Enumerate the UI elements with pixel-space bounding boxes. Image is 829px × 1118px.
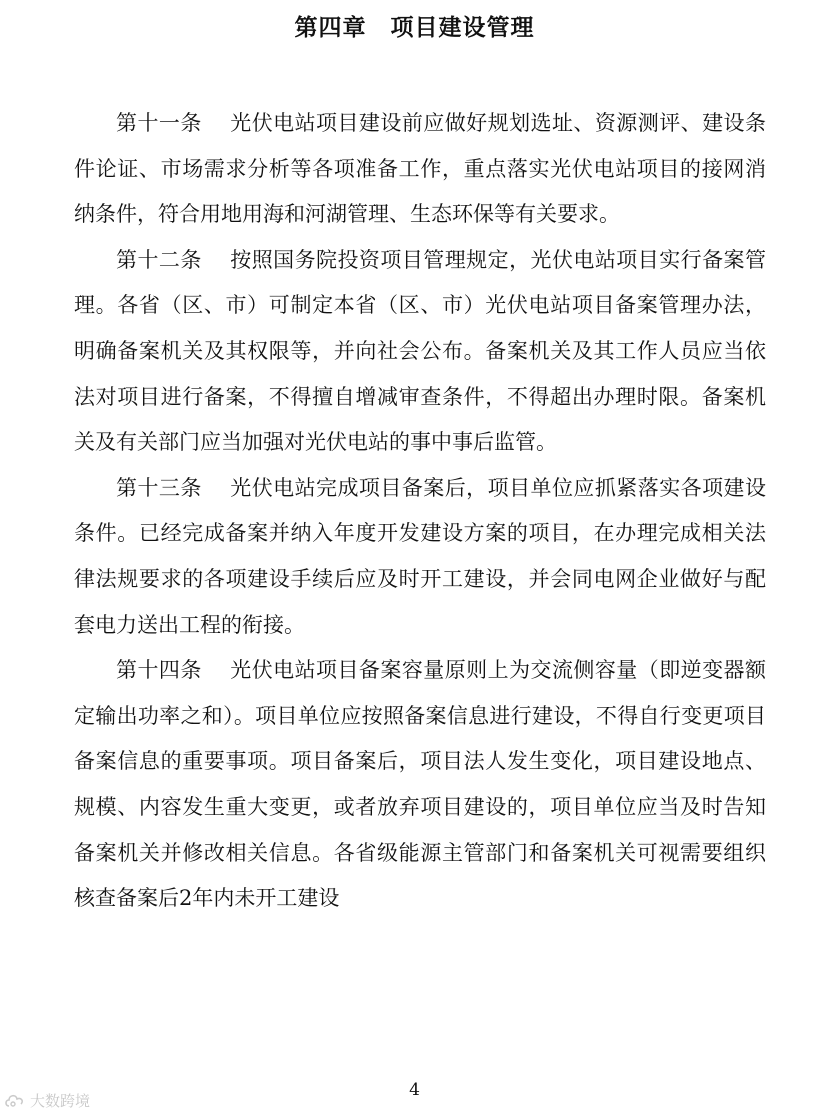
cloud-logo-icon [4, 1092, 26, 1110]
document-body [74, 101, 766, 922]
article-12 [74, 238, 766, 466]
article-number: 第十四条 [116, 658, 202, 683]
article-13 [74, 466, 766, 648]
page-number: 4 [409, 1080, 420, 1100]
article-number: 第十一条 [116, 111, 202, 135]
article-text: 光伏电站项目建设前应做好规划选址、资源测评、建设条件论证、市场需求分析等各项准备工作，重点落实光伏电站项目的接网消纳条件，符合用地用海和河湖管理、生态环保等有关要求。 [74, 111, 767, 227]
article-number: 第十三条 [116, 475, 202, 500]
page-title: 第四章 项目建设管理 [294, 15, 535, 41]
watermark [4, 1091, 90, 1111]
article-text: 按照国务院投资项目管理规定，光伏电站项目实行备案管理。各省（区、市）可制定本省（区、市）光伏电站项目备案管理办法，明确备案机关及其权限等，并向社会公布。备案机关及其工作人员应当依法对项目进行备案，不得擅自增减审查条件，不得超出办理时限。备案机关及有关部门应当加强对光伏电站的事中事后监管。 [74, 247, 767, 455]
article-14 [74, 648, 766, 922]
article-text: 光伏电站完成项目备案后，项目单位应抓紧落实各项建设条件。已经完成备案并纳入年度开发建设方案的项目，在办理完成相关法律法规要求的各项建设手续后应及时开工建设，并会同电网企业做好与配套电力送出工程的衔接。 [74, 475, 767, 637]
watermark-text: 大数跨境 [30, 1092, 91, 1110]
article-text: 光伏电站项目备案容量原则上为交流侧容量（即逆变器额定输出功率之和）。项目单位应按照备案信息进行建设，不得自行变更项目备案信息的重要事项。项目备案后，项目法人发生变化，项目建设地点、规模、内容发生重大变更，或者放弃项目建设的，项目单位应当及时告知备案机关并修改相关信息。各省级能源主管部门和备案机关可视需要组织核查备案后2年内未开工建设 [74, 658, 767, 911]
article-number: 第十二条 [116, 247, 202, 272]
article-11 [74, 101, 766, 238]
